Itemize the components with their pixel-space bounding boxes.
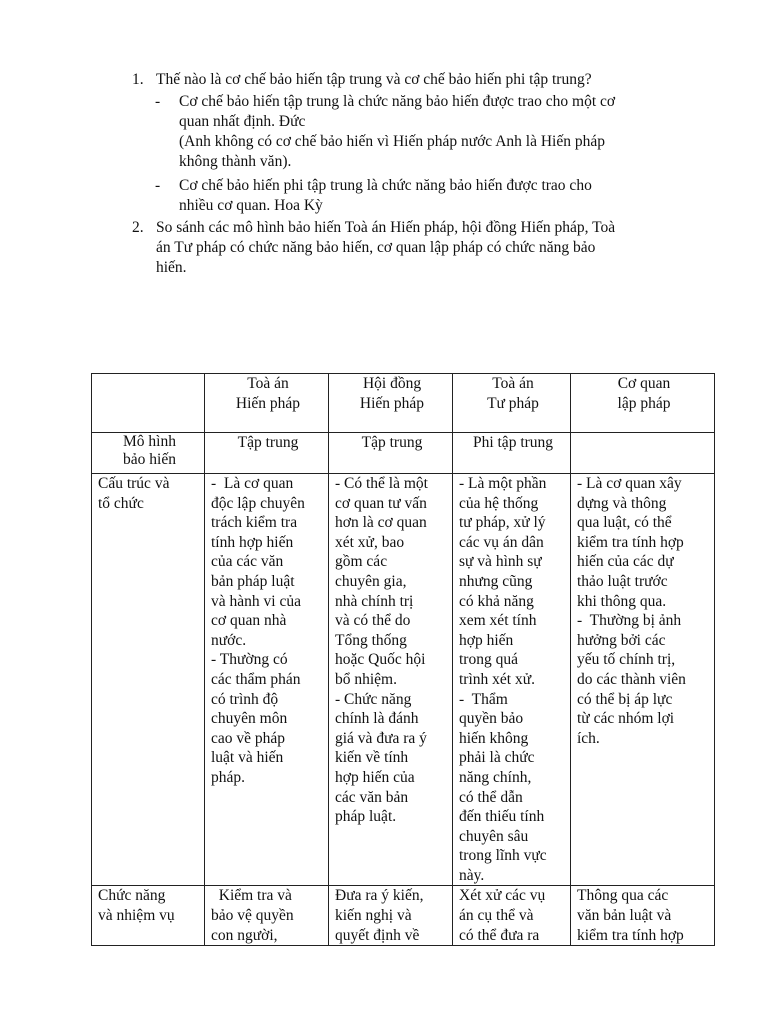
- cell-line: hợp hiến: [459, 631, 514, 649]
- cell-line: Xét xử các vụ: [459, 887, 546, 905]
- cell-line: có thể đưa ra: [459, 926, 540, 944]
- cell-line: con người,: [211, 926, 278, 944]
- cell-line: Kiểm tra và: [211, 887, 292, 905]
- cell-line: chuyên gia,: [335, 572, 407, 590]
- answer-text: [179, 176, 700, 216]
- cell-line: - Thường bị ảnh: [577, 612, 682, 630]
- table-cell: [571, 474, 715, 886]
- row-label: [92, 886, 205, 946]
- cell-line: giá và đưa ra ý: [335, 729, 427, 747]
- cell-line: các thẩm phán: [211, 670, 301, 688]
- cell-line: kiến nghị và: [335, 907, 412, 925]
- question-line: So sánh các mô hình bảo hiến Toà án Hiến pháp, hội đồng Hiến pháp, Toà: [156, 219, 616, 236]
- cell-line: quyền bảo: [459, 710, 524, 728]
- cell-line: các vụ án dân: [459, 533, 544, 551]
- cell-line: hưởng bởi các: [577, 631, 666, 649]
- table-cell: [453, 474, 571, 886]
- question-number: 1.: [132, 71, 144, 88]
- cell-line: luật và hiến: [211, 749, 284, 767]
- cell-line: xét xử, bao: [335, 533, 405, 551]
- table-header-row: [92, 374, 715, 433]
- cell-line: hợp hiến của: [335, 768, 415, 786]
- cell-line: do các thành viên: [577, 670, 686, 688]
- table-row-model: [92, 433, 715, 474]
- table-cell: Phi tập trung: [453, 433, 571, 474]
- table-cell: Tập trung: [329, 433, 453, 474]
- cell-line: án cụ thể và: [459, 907, 534, 925]
- cell-line: cơ quan tư vấn: [335, 494, 427, 512]
- cell-line: - Là cơ quan: [211, 475, 294, 492]
- cell-line: Đưa ra ý kiến,: [335, 887, 424, 905]
- cell-line: yếu tố chính trị,: [577, 651, 676, 669]
- question-number: 2.: [132, 219, 144, 236]
- row-label: [92, 433, 205, 474]
- cell-line: ích.: [577, 729, 600, 747]
- table-row-function: [92, 886, 715, 946]
- table-cell: [329, 886, 453, 946]
- cell-line: - Thường có: [211, 651, 288, 669]
- answer-line: (Anh không có cơ chế bảo hiến vì Hiến pháp nước Anh là Hiến pháp: [179, 133, 605, 150]
- header-line: Hội đồng: [362, 375, 422, 392]
- cell-line: độc lập chuyên: [211, 494, 305, 512]
- cell-line: phải là chức: [459, 749, 535, 767]
- cell-line: thảo luật trước: [577, 572, 668, 590]
- cell-line: gồm các: [335, 553, 388, 571]
- cell-line: của các văn: [211, 553, 284, 571]
- row-label-line: tổ chức: [98, 494, 144, 512]
- cell-line: hơn là cơ quan: [335, 514, 427, 532]
- cell-line: nhà chính trị: [335, 592, 414, 610]
- table-cell: [205, 886, 329, 946]
- header-cell-constitutional-council: [329, 374, 453, 433]
- cell-line: chuyên sâu: [459, 827, 529, 845]
- cell-line: văn bản luật và: [577, 907, 672, 925]
- cell-line: cao về pháp: [211, 729, 286, 747]
- cell-line: - Có thể là một: [335, 475, 428, 492]
- row-label-line: Mô hình: [123, 433, 176, 450]
- table-cell: [571, 886, 715, 946]
- header-line: Hiến pháp: [235, 395, 301, 412]
- cell-line: bổ nhiệm.: [335, 670, 397, 688]
- cell-line: - Chức năng: [335, 690, 412, 708]
- cell-line: đến thiếu tính: [459, 808, 545, 826]
- cell-line: khi thông qua.: [577, 592, 667, 610]
- cell-line: trình xét xử.: [459, 670, 535, 688]
- table-row-structure: [92, 474, 715, 886]
- cell-line: năng chính,: [459, 768, 532, 786]
- header-line: Toà án: [492, 375, 534, 392]
- header-cell-constitutional-court: [205, 374, 329, 433]
- cell-line: xem xét tính: [459, 612, 537, 630]
- table-cell: [329, 474, 453, 886]
- cell-line: trong lĩnh vực: [459, 847, 547, 865]
- answer-line: nhiều cơ quan. Hoa Kỳ: [179, 197, 323, 214]
- cell-line: các văn bản: [335, 788, 409, 806]
- cell-line: quyết định về: [335, 926, 420, 944]
- question-line: án Tư pháp có chức năng bảo hiến, cơ quan lập pháp có chức năng bảo: [156, 239, 596, 256]
- cell-line: chuyên môn: [211, 710, 288, 728]
- answer-line: không thành văn).: [179, 153, 292, 170]
- cell-line: kiểm tra tính hợp: [577, 533, 684, 551]
- question-text: [156, 218, 702, 278]
- header-cell-empty: [92, 374, 205, 433]
- row-label-line: và nhiệm vụ: [98, 907, 175, 925]
- cell-line: trong quá: [459, 651, 518, 669]
- cell-line: qua luật, có thể: [577, 514, 672, 532]
- cell-line: tư pháp, xử lý: [459, 514, 546, 532]
- question-line: Thế nào là cơ chế bảo hiến tập trung và cơ chế bảo hiến phi tập trung?: [156, 71, 592, 88]
- cell-line: kiểm tra tính hợp: [577, 926, 684, 944]
- answer-line: quan nhất định. Đức: [179, 113, 306, 130]
- question-text: [156, 70, 702, 90]
- row-label-line: Chức năng: [98, 887, 166, 905]
- cell-line: này.: [459, 866, 485, 884]
- cell-line: nhưng cũng: [459, 572, 533, 590]
- cell-line: - Là một phần: [459, 475, 547, 492]
- cell-line: chính là đánh: [335, 710, 419, 728]
- cell-line: hiến của các dự: [577, 553, 674, 571]
- header-line: lập pháp: [617, 395, 671, 412]
- row-label-line: Cấu trúc và: [98, 475, 170, 492]
- header-line: Cơ quan: [617, 375, 671, 392]
- bullet-dash: -: [155, 177, 161, 194]
- cell-line: và hành vi của: [211, 592, 301, 610]
- answer-line: Cơ chế bảo hiến phi tập trung là chức năng bảo hiến được trao cho: [179, 177, 592, 194]
- cell-line: có trình độ: [211, 690, 279, 708]
- cell-line: trách kiểm tra: [211, 514, 298, 532]
- header-line: Toà án: [247, 375, 289, 392]
- bullet-dash: -: [155, 93, 161, 110]
- cell-line: bản pháp luật: [211, 572, 295, 590]
- comparison-table: [91, 373, 715, 946]
- table-cell: [571, 433, 715, 474]
- cell-line: - Thẩm: [459, 690, 508, 708]
- table-cell: Tập trung: [205, 433, 329, 474]
- cell-line: có khả năng: [459, 592, 534, 610]
- cell-line: của hệ thống: [459, 494, 539, 512]
- answer-line: Cơ chế bảo hiến tập trung là chức năng bảo hiến được trao cho một cơ: [179, 93, 616, 110]
- cell-line: hoặc Quốc hội: [335, 651, 426, 669]
- cell-line: pháp luật.: [335, 808, 397, 826]
- header-cell-judicial-court: [453, 374, 571, 433]
- cell-line: và có thể do: [335, 612, 411, 630]
- table-cell: [453, 886, 571, 946]
- cell-line: hiến không: [459, 729, 529, 747]
- cell-line: nước.: [211, 631, 247, 649]
- cell-line: kiến về tính: [335, 749, 409, 767]
- answer-text: [179, 92, 700, 172]
- cell-line: Tổng thống: [335, 631, 407, 649]
- row-label-line: bảo hiến: [123, 451, 176, 468]
- header-line: Tư pháp: [487, 395, 539, 412]
- cell-line: từ các nhóm lợi: [577, 710, 675, 728]
- cell-line: có thể bị áp lực: [577, 690, 673, 708]
- cell-line: sự và hình sự: [459, 553, 542, 571]
- question-line: hiến.: [156, 259, 187, 276]
- header-cell-legislature: [571, 374, 715, 433]
- cell-line: dựng và thông: [577, 494, 667, 512]
- table-cell: [205, 474, 329, 886]
- header-line: Hiến pháp: [359, 395, 425, 412]
- cell-line: cơ quan nhà: [211, 612, 287, 630]
- row-label: [92, 474, 205, 886]
- cell-line: có thể dẫn: [459, 788, 523, 806]
- cell-line: tính hợp hiến: [211, 533, 294, 551]
- cell-line: Thông qua các: [577, 887, 669, 905]
- cell-line: - Là cơ quan xây: [577, 475, 682, 492]
- cell-line: bảo vệ quyền: [211, 907, 294, 925]
- cell-line: pháp.: [211, 768, 246, 786]
